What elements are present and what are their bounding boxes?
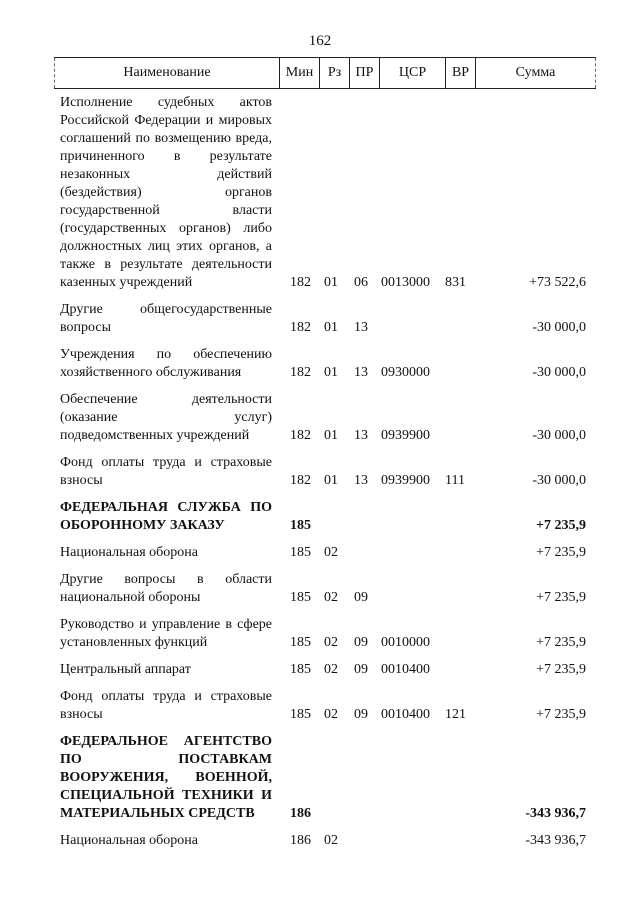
table-row — [0, 346, 640, 382]
cell-sum: +7 235,9 — [536, 662, 586, 677]
row-values — [0, 427, 640, 445]
cell-sum: +7 235,9 — [536, 590, 586, 605]
cell-min: 185 — [290, 518, 311, 533]
table-row — [0, 616, 640, 652]
cell-pr: 13 — [354, 473, 368, 488]
row-name: Другие общегосударственные вопросы — [60, 302, 272, 335]
cell-sum: -343 936,7 — [525, 833, 586, 848]
cell-csr: 0010000 — [381, 635, 430, 650]
cell-rz: 02 — [324, 707, 338, 722]
table-row — [0, 832, 640, 850]
cell-min: 185 — [290, 590, 311, 605]
col-header-csr: ЦСР — [379, 58, 445, 88]
col-header-min: Мин — [279, 58, 319, 88]
row-name: Руководство и управление в сфере установленных функций — [60, 617, 272, 650]
col-header-name: Наименование — [54, 58, 279, 88]
cell-rz: 02 — [324, 545, 338, 560]
col-header-vr: ВР — [445, 58, 475, 88]
row-name: ФЕДЕРАЛЬНАЯ СЛУЖБА ПО ОБОРОННОМУ ЗАКАЗУ — [60, 500, 272, 533]
row-values — [0, 319, 640, 337]
cell-rz: 02 — [324, 635, 338, 650]
cell-rz: 02 — [324, 662, 338, 677]
cell-sum: +7 235,9 — [536, 518, 586, 533]
cell-csr: 0010400 — [381, 662, 430, 677]
cell-pr: 09 — [354, 590, 368, 605]
cell-rz: 01 — [324, 320, 338, 335]
table-row — [0, 571, 640, 607]
cell-sum: +73 522,6 — [529, 275, 586, 290]
table-row — [0, 94, 640, 292]
row-values — [0, 832, 640, 850]
cell-rz: 01 — [324, 275, 338, 290]
cell-min: 182 — [290, 320, 311, 335]
cell-pr: 09 — [354, 707, 368, 722]
cell-sum: +7 235,9 — [536, 707, 586, 722]
cell-min: 185 — [290, 635, 311, 650]
cell-min: 185 — [290, 545, 311, 560]
cell-min: 182 — [290, 365, 311, 380]
table-row — [0, 688, 640, 724]
row-values — [0, 661, 640, 679]
cell-vr: 831 — [445, 275, 466, 290]
cell-min: 182 — [290, 473, 311, 488]
row-values — [0, 472, 640, 490]
row-values — [0, 544, 640, 562]
row-name: Фонд оплаты труда и страховые взносы — [60, 455, 272, 488]
cell-min: 185 — [290, 707, 311, 722]
table-row — [0, 391, 640, 445]
cell-sum: +7 235,9 — [536, 635, 586, 650]
row-name: Другие вопросы в области национальной обороны — [60, 572, 272, 605]
row-name: Национальная оборона — [60, 833, 198, 848]
cell-pr: 06 — [354, 275, 368, 290]
row-name: Обеспечение деятельности (оказание услуг) подведомственных учреждений — [60, 392, 272, 443]
cell-min: 182 — [290, 428, 311, 443]
page-number: 162 — [308, 33, 332, 49]
cell-min: 186 — [290, 833, 311, 848]
cell-csr: 0939900 — [381, 473, 430, 488]
row-name: Фонд оплаты труда и страховые взносы — [60, 689, 272, 722]
table-row — [0, 301, 640, 337]
row-name: Учреждения по обеспечению хозяйственного обслуживания — [60, 347, 272, 380]
cell-rz: 01 — [324, 428, 338, 443]
cell-sum: -30 000,0 — [532, 320, 586, 335]
cell-sum: -30 000,0 — [532, 428, 586, 443]
row-values — [0, 706, 640, 724]
row-values — [0, 364, 640, 382]
cell-pr: 09 — [354, 635, 368, 650]
cell-rz: 01 — [324, 473, 338, 488]
table-body — [0, 94, 640, 859]
col-header-sum: Сумма — [475, 58, 596, 88]
col-header-pr: ПР — [349, 58, 379, 88]
cell-csr: 0010400 — [381, 707, 430, 722]
cell-min: 182 — [290, 275, 311, 290]
row-values — [0, 274, 640, 292]
cell-sum: -30 000,0 — [532, 365, 586, 380]
row-name: Исполнение судебных актов Российской Федерации и мировых соглашений по возмещению вреда, причиненного в результате незаконных действий (бездействия) органов государственной власти (государственных органов) либо должностных лиц этих органов, а также в результате деятельности казенных учреждений — [60, 95, 272, 290]
row-name: Национальная оборона — [60, 545, 198, 560]
cell-csr: 0939900 — [381, 428, 430, 443]
row-values — [0, 634, 640, 652]
row-name: ФЕДЕРАЛЬНОЕ АГЕНТСТВО ПО ПОСТАВКАМ ВООРУЖЕНИЯ, ВОЕННОЙ, СПЕЦИАЛЬНОЙ ТЕХНИКИ И МАТЕРИАЛЬНЫХ СРЕДСТВ — [60, 734, 272, 821]
cell-vr: 121 — [445, 707, 466, 722]
table-row — [0, 544, 640, 562]
cell-csr: 0930000 — [381, 365, 430, 380]
cell-sum: -343 936,7 — [525, 806, 586, 821]
cell-csr: 0013000 — [381, 275, 430, 290]
table-row — [0, 661, 640, 679]
row-values — [0, 589, 640, 607]
cell-vr: 111 — [445, 473, 465, 488]
cell-sum: +7 235,9 — [536, 545, 586, 560]
cell-pr: 09 — [354, 662, 368, 677]
row-values — [0, 805, 640, 823]
row-values — [0, 517, 640, 535]
table-row — [0, 733, 640, 823]
row-name: Центральный аппарат — [60, 662, 191, 677]
col-header-rz: Рз — [319, 58, 349, 88]
cell-rz: 02 — [324, 590, 338, 605]
cell-pr: 13 — [354, 320, 368, 335]
table-row — [0, 454, 640, 490]
cell-sum: -30 000,0 — [532, 473, 586, 488]
table-header — [54, 57, 596, 89]
table-row — [0, 499, 640, 535]
cell-pr: 13 — [354, 365, 368, 380]
cell-pr: 13 — [354, 428, 368, 443]
cell-rz: 01 — [324, 365, 338, 380]
cell-min: 186 — [290, 806, 311, 821]
cell-rz: 02 — [324, 833, 338, 848]
cell-min: 185 — [290, 662, 311, 677]
